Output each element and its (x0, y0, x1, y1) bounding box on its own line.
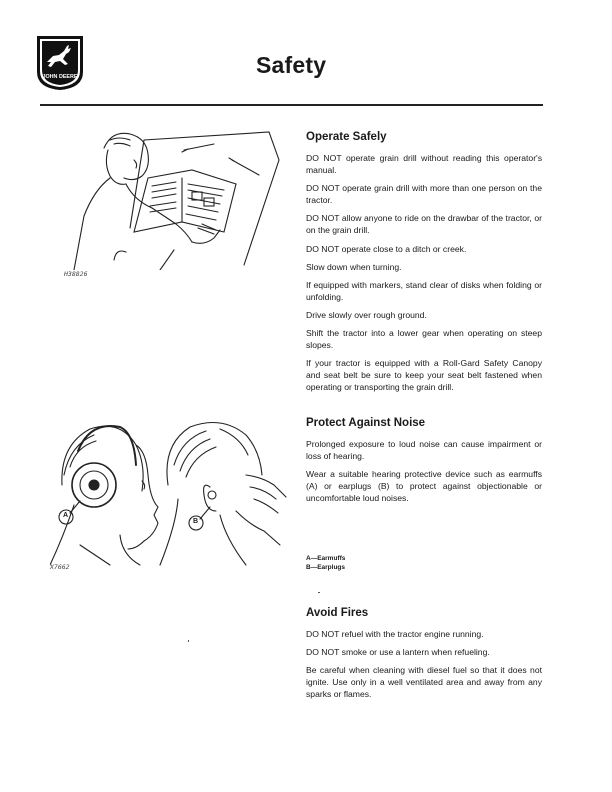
paragraph: Shift the tractor into a lower gear when operating on steep slopes. (306, 328, 542, 351)
paragraph: Slow down when turning. (306, 261, 402, 272)
section-heading: Protect Against Noise (306, 417, 426, 429)
john-deere-logo (33, 32, 87, 92)
section-heading: Operate Safely (306, 131, 387, 143)
callout-b-label: B (193, 518, 199, 525)
paragraph: Drive slowly over rough ground. (306, 309, 427, 320)
header-divider (40, 104, 543, 106)
paragraph: Be careful when cleaning with diesel fuel so that it does not ignite. Use only in a well ventilated area and away from any sparks or flames. (306, 665, 542, 700)
hearing-image-code: X7662 (50, 563, 70, 571)
section-avoid-fires (306, 607, 542, 706)
paragraph: DO NOT operate grain drill with more than one person on the tractor. (306, 183, 542, 206)
legend-item-earmuffs: A—Earmuffs (306, 555, 346, 562)
figure-legend (306, 554, 345, 572)
paragraph: If your tractor is equipped with a Roll-Gard Safety Canopy and seat belt be sure to keep your seat belt fastened when operating or transporting the grain drill. (306, 358, 542, 393)
paragraph: Prolonged exposure to loud noise can cause impairment or loss of hearing. (306, 439, 542, 462)
paragraph: DO NOT allow anyone to ride on the drawbar of the tractor, or on the grain drill. (306, 213, 542, 236)
hearing-protection-illustration (50, 415, 300, 575)
scan-mark (318, 592, 320, 593)
callout-a-label: A (63, 512, 69, 519)
logo-text: JOHN DEERE (42, 74, 78, 80)
paragraph: DO NOT operate close to a ditch or creek. (306, 243, 467, 254)
legend-item-earplugs: B—Earplugs (306, 564, 346, 571)
section-protect-against-noise (306, 417, 542, 510)
scan-mark (188, 640, 189, 642)
page-title: Safety (256, 52, 327, 78)
reading-manual-illustration (64, 120, 294, 278)
paragraph: Wear a suitable hearing protective device such as earmuffs (A) or earplugs (B) to protect against objectionable or uncomfortable loud noises. (306, 469, 542, 504)
paragraph: DO NOT refuel with the tractor engine running. (306, 629, 484, 639)
section-heading: Avoid Fires (306, 607, 369, 619)
section-operate-safely (306, 131, 542, 400)
paragraph: DO NOT smoke or use a lantern when refueling. (306, 647, 490, 658)
paragraph: DO NOT operate grain drill without reading this operator's manual. (306, 153, 542, 176)
reading-image-code: H38826 (64, 270, 88, 278)
paragraph: If equipped with markers, stand clear of disks when folding or unfolding. (306, 279, 542, 302)
